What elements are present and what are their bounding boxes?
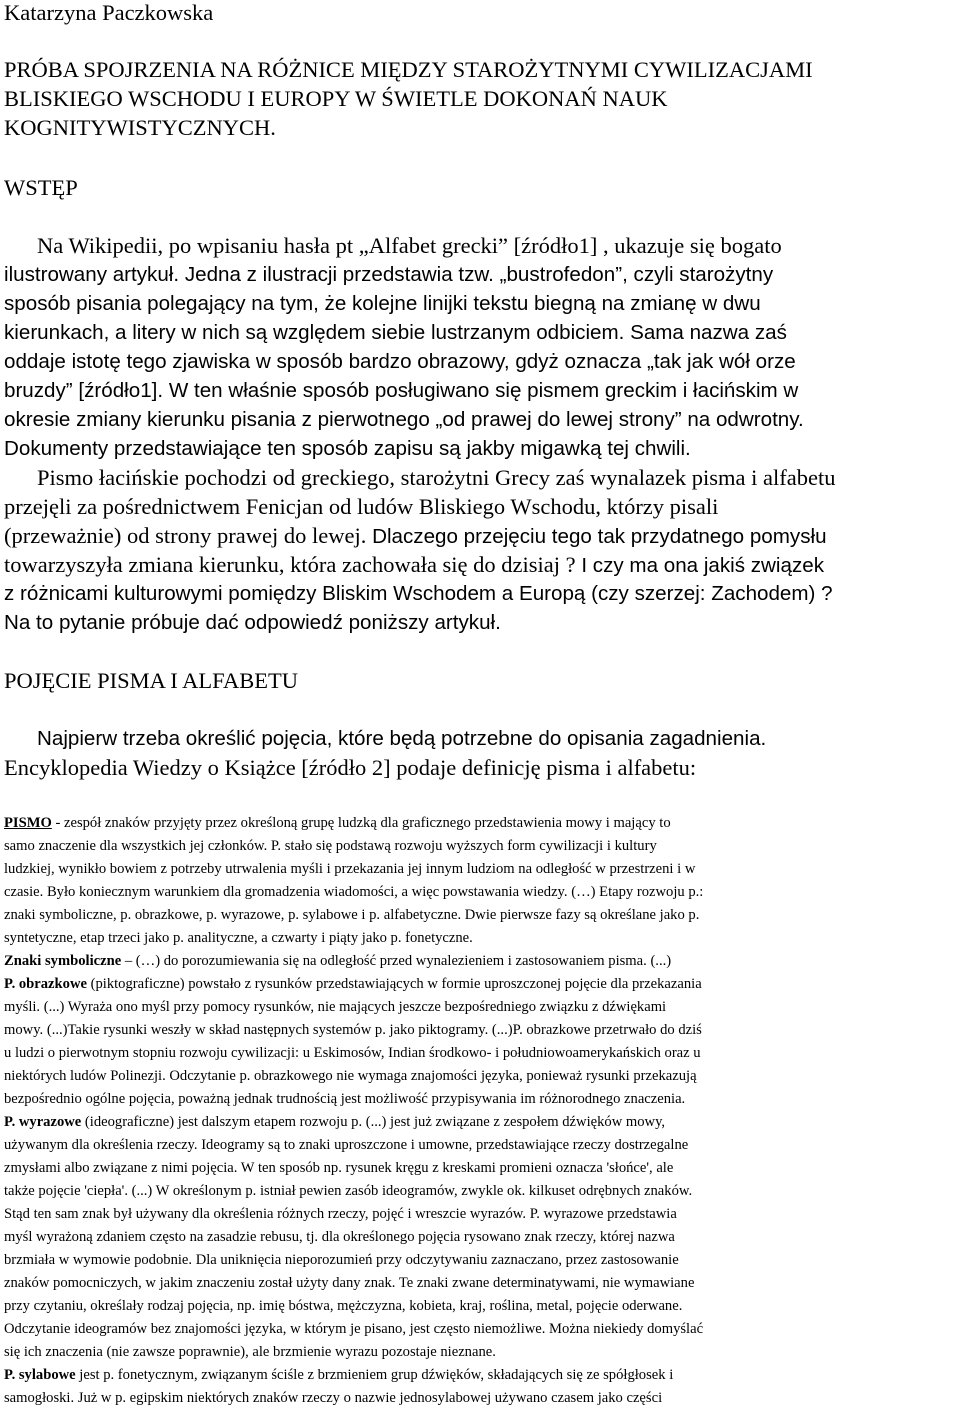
intro-line-3: sposób pisania polegający na tym, że kolejne linijki tekstu biegną na zmianę w dwu — [4, 292, 761, 315]
def-ideographic-line-3: zmysłami albo związane z nimi pojęcia. W ten sposób np. rysunek kręgu z kreskami promieni oznacza 'słońce', ale — [4, 1160, 674, 1176]
intro-p2-line-3 — [4, 521, 827, 551]
section-heading-intro: WSTĘP — [4, 175, 78, 200]
def-term-pictographic: P. obrazkowe — [4, 976, 87, 992]
intro-p2-line-4-b: I czy ma ona jakiś związek — [575, 554, 824, 577]
def-ideographic-line-8: znaków pomocniczych, w jakim znaczeniu został użyty dany znak. Te znaki zwane determinatywami, nie wymawiane — [4, 1275, 695, 1291]
def-ideographic-text-1: (ideograficzne) jest dalszym etapem rozwoju p. (...) jest już związane z zespołem dźwięków mowy, — [81, 1114, 666, 1130]
def-ideographic-line-10: Odczytanie ideogramów bez znajomości języka, w którym je pisano, jest często niemożliwe. Można niekiedy domyślać — [4, 1321, 704, 1337]
author-name: Katarzyna Paczkowska — [4, 0, 214, 25]
intro-p2-line-6: Na to pytanie próbuje dać odpowiedź poniższy artykuł. — [4, 611, 501, 634]
intro-line-6: bruzdy” [źródło1]. W ten właśnie sposób posługiwano się pismem greckim i łacińskim w — [4, 379, 799, 402]
def-pictographic-line-3: mowy. (...)Takie rysunki weszły w skład następnych systemów p. jako piktogramy. (...)P. obrazkowe przetrwało do dziś — [4, 1022, 702, 1038]
def-pismo-line-1 — [4, 812, 671, 835]
intro-p2-line-1: Pismo łacińskie pochodzi od greckiego, starożytni Grecy zaś wynalazek pisma i alfabetu — [37, 465, 836, 490]
concepts-line-2: Encyklopedia Wiedzy o Książce [źródło 2] podaje definicję pisma i alfabetu: — [4, 755, 697, 780]
def-term-syllabic: P. sylabowe — [4, 1367, 76, 1383]
def-ideographic-line-5: Stąd ten sam znak był używany dla określenia różnych rzeczy, pojęć i wreszcie wyrazów. P. wyrazowe przedstawia — [4, 1206, 677, 1222]
def-term-symbolic: Znaki symboliczne — [4, 953, 122, 969]
intro-p2-line-3-b: Dlaczego przejęciu tego tak przydatnego pomysłu — [366, 525, 827, 548]
intro-p2-line-4 — [4, 550, 824, 580]
def-pictographic-line-2: myśli. (...) Wyraża ono myśl przy pomocy rysunków, nie mających jeszcze bezpośredniego związku z dźwiękami — [4, 999, 667, 1015]
def-pismo-line-2: samo znaczenie dla wszystkich jej członków. P. stało się podstawą rozwoju wyższych form cywilizacji i kultury — [4, 838, 657, 854]
title-line-1: PRÓBA SPOJRZENIA NA RÓŻNICE MIĘDZY STAROŻYTNYMI CYWILIZACJAMI — [4, 57, 813, 82]
def-term-ideographic: P. wyrazowe — [4, 1114, 82, 1130]
title-line-3: KOGNITYWISTYCZNYCH. — [4, 115, 276, 140]
def-term-pismo: PISMO — [4, 815, 52, 831]
section-heading-concepts: POJĘCIE PISMA I ALFABETU — [4, 668, 298, 693]
def-pismo-text-1: - zespół znaków przyjęty przez określoną grupę ludzką dla graficznego przedstawienia mowy i mający to — [51, 815, 671, 831]
def-symbolic-text: – (…) do porozumiewania się na odległość przed wynalezieniem i zastosowaniem pisma. (...) — [121, 953, 672, 969]
intro-p2-line-5: z różnicami kulturowymi pomiędzy Bliskim Wschodem a Europą (czy szerzej: Zachodem) ? — [4, 582, 833, 605]
concepts-line-1: Najpierw trzeba określić pojęcia, które będą potrzebne do opisania zagadnienia. — [37, 727, 767, 750]
def-pismo-line-5: znaki symboliczne, p. obrazkowe, p. wyrazowe, p. sylabowe i p. alfabetyczne. Dwie pierwsze fazy są określane jako p. — [4, 907, 700, 923]
def-syllabic-line-1 — [4, 1364, 673, 1387]
def-pictographic-line-4: u ludzi o pierwotnym stopniu rozwoju cywilizacji: u Eskimosów, Indian środkowo- i południowoamerykańskich oraz u — [4, 1045, 701, 1061]
def-pismo-line-6: syntetyczne, etap trzeci jako p. analityczne, a czwarty i piąty jako p. fonetyczne. — [4, 930, 473, 946]
def-pictographic-line-5: niektórych ludów Polinezji. Odczytanie p. obrazkowego nie wymaga znajomości języka, ponieważ rysunki przekazują — [4, 1068, 697, 1084]
def-ideographic-line-6: myśl wyrażoną zdaniem często na zasadzie rebusu, tj. dla określonego pojęcia rysowano znak rzeczy, której nazwa — [4, 1229, 675, 1245]
intro-line-8: Dokumenty przedstawiające ten sposób zapisu są jakby migawką tej chwili. — [4, 437, 691, 460]
intro-line-1: Na Wikipedii, po wpisaniu hasła pt „Alfabet grecki” [źródło1] , ukazuje się bogato — [37, 233, 782, 258]
def-symbolic-line — [4, 950, 671, 973]
def-pictographic-line-6: bezpośrednio ogólne pojęcia, poważną jednak trudnością jest możliwość przypisywania im różnorodnego znaczenia. — [4, 1091, 686, 1107]
def-ideographic-line-4: także pojęcie 'ciepła'. (...) W określonym p. istniał pewien zasób ideogramów, zwykle ok. kilkuset odrębnych znaków. — [4, 1183, 693, 1199]
intro-p2-line-3-a: (przeważnie) od strony prawej do lewej. — [4, 523, 367, 548]
def-pictographic-line-1 — [4, 973, 702, 996]
def-ideographic-line-9: przy czytaniu, określały rodzaj pojęcia, np. imię bóstwa, mężczyzna, kobieta, kraj, roślina, metal, pojęcie oderwane. — [4, 1298, 683, 1314]
def-syllabic-text-1: jest p. fonetycznym, związanym ściśle z brzmieniem grup dźwięków, składających się ze spółgłosek i — [75, 1367, 674, 1383]
def-ideographic-line-2: używanym dla określenia rzeczy. Ideogramy są to znaki uproszczone i umowne, przedstawiające rzeczy dostrzegalne — [4, 1137, 689, 1153]
def-pismo-line-3: ludzkiej, wynikło bowiem z potrzeby utrwalenia myśli i przekazania jej innym ludziom na odległość w przestrzeni i w — [4, 861, 696, 877]
intro-line-5: oddaje istotę tego zjawiska w sposób bardzo obrazowy, gdyż oznacza „tak jak wół orze — [4, 350, 796, 373]
intro-line-2: ilustrowany artykuł. Jedna z ilustracji przedstawia tzw. „bustrofedon”, czyli starożytny — [4, 263, 774, 286]
def-pismo-line-4: czasie. Było koniecznym warunkiem dla gromadzenia wiadomości, a więc powstawania wiedzy. (…) Etapy rozwoju p.: — [4, 884, 704, 900]
def-ideographic-line-1 — [4, 1111, 665, 1134]
def-ideographic-line-7: brzmiała w wymowie podobnie. Dla uniknięcia nieporozumień przy odczytywaniu zaznaczano, przez zastosowanie — [4, 1252, 679, 1268]
intro-line-4: kierunkach, a litery w nich są względem siebie lustrzanym odbiciem. Sama nazwa zaś — [4, 321, 787, 344]
intro-line-7: okresie zmiany kierunku pisania z pierwotnego „od prawej do lewej strony” na odwrotny. — [4, 408, 804, 431]
intro-p2-line-4-a: towarzyszyła zmiana kierunku, która zachowała się do dzisiaj ? — [4, 552, 576, 577]
def-syllabic-line-2: samogłoski. Już w p. egipskim niektórych znaków rzeczy o nazwie jednosylabowej używano czasem jako części — [4, 1390, 663, 1406]
def-ideographic-line-11: się ich znaczenia (nie zawsze poprawnie), ale brzmienie wyrazu pozostaje nieznane. — [4, 1344, 496, 1360]
intro-p2-line-2: przejęli za pośrednictwem Fenicjan od ludów Bliskiego Wschodu, którzy pisali — [4, 494, 719, 519]
def-pictographic-text-1: (piktograficzne) powstało z rysunków przedstawiających w formie uproszczonej pojęcie dla przekazania — [86, 976, 702, 992]
title-line-2: BLISKIEGO WSCHODU I EUROPY W ŚWIETLE DOKONAŃ NAUK — [4, 86, 668, 111]
